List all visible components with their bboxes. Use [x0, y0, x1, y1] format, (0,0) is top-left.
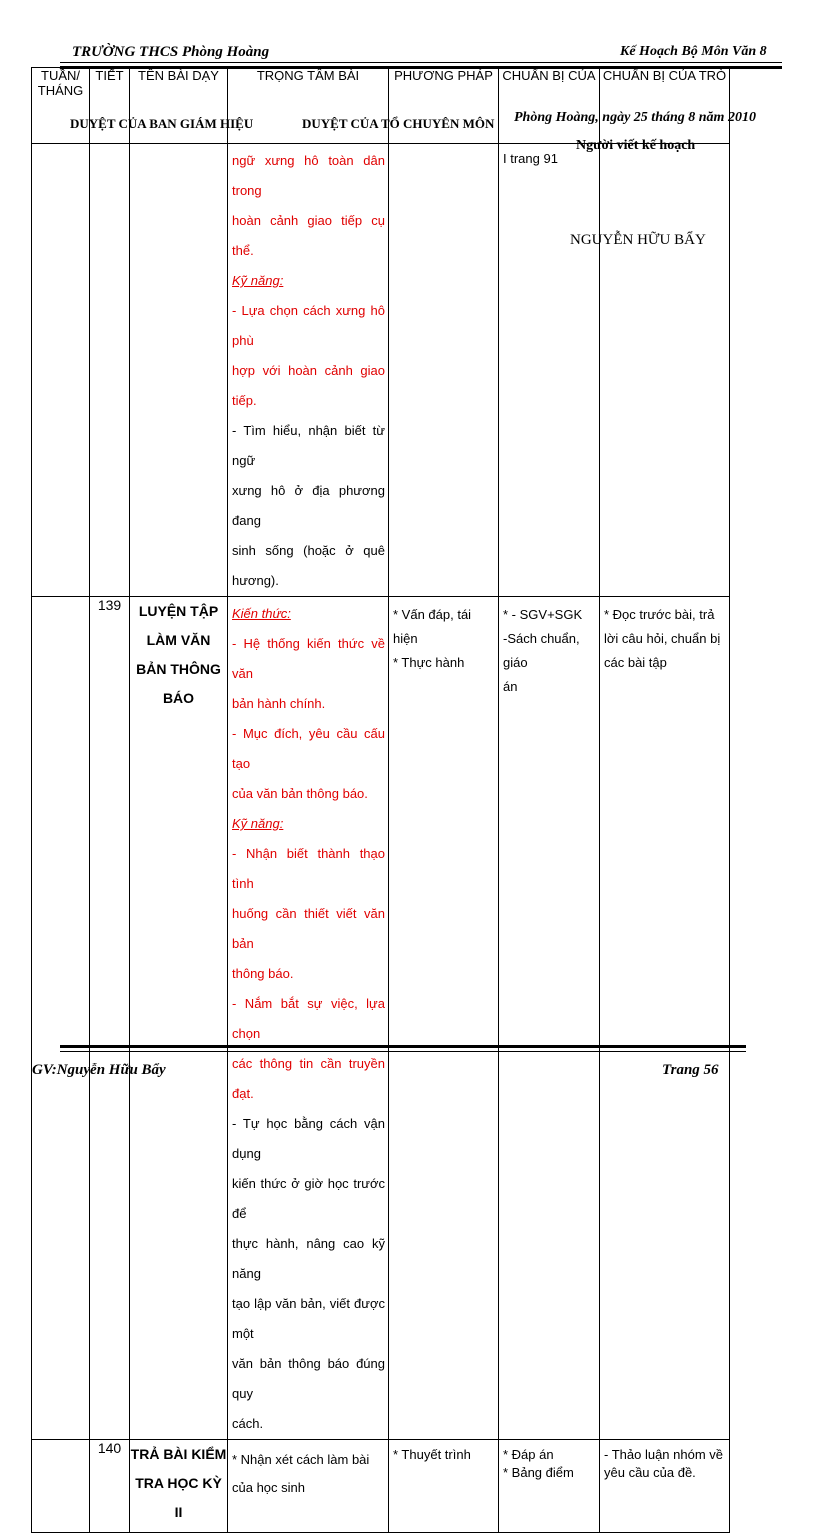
teacher-prep-cell: [499, 1440, 600, 1533]
cell-line: án: [503, 679, 518, 694]
cell-line: * Thực hành: [393, 655, 465, 670]
planner-label: Người viết kế hoạch: [576, 138, 696, 153]
header-lesson: TÊN BÀI DẠY: [130, 68, 228, 144]
place-date: Phòng Hoàng, ngày 25 tháng 8 năm 2010: [514, 110, 756, 125]
lesson-cell: TRẢ BÀI KIỂM TRA HỌC KỲ II: [130, 1440, 228, 1533]
lesson-cell: LUYỆN TẬP LÀM VĂN BẢN THÔNG BÁO: [130, 597, 228, 1440]
school-name: TRƯỜNG THCS Phòng Hoàng: [72, 44, 270, 60]
cell-line: của văn bản thông báo.: [232, 786, 368, 801]
header-focus: TRỌNG TÂM BÀI: [228, 68, 389, 144]
cell-line: * - SGV+SGK: [503, 607, 583, 622]
table-row: [32, 144, 730, 597]
cell-line: - Thảo luận nhóm về yêu cầu của đề.: [604, 1447, 723, 1480]
focus-cell: [228, 597, 389, 1440]
cell-line: * Thuyết trình: [393, 1447, 471, 1462]
cell-line: * Vấn đáp, tái: [393, 607, 472, 622]
week-cell: [32, 597, 90, 1440]
cell-line: * Nhận xét cách làm bài của học sinh: [232, 1452, 370, 1495]
header-teacher-prep: CHUẨN BỊ CỦA: [499, 68, 600, 144]
cell-line: - Hệ thống kiến thức về văn: [232, 636, 385, 681]
cell-line: Kỹ năng:: [232, 816, 284, 831]
cell-line: các thông tin cần truyền đạt.: [232, 1056, 385, 1101]
cell-line: -Sách chuẩn, giáo: [503, 631, 580, 670]
board-approval-label: DUYỆT CỦA BAN GIÁM HIỆU: [70, 116, 254, 131]
header-period: TIẾT: [90, 68, 130, 144]
cell-line: * Đáp án: [503, 1447, 554, 1462]
cell-line: kiến thức ở giờ học trước để: [232, 1176, 385, 1221]
student-prep-cell: [600, 597, 730, 1440]
method-cell: [389, 1440, 499, 1533]
cell-line: Kiến thức:: [232, 606, 291, 621]
lesson-plan-table: [31, 67, 730, 1533]
cell-line: xưng hô ở địa phương đang: [232, 483, 385, 528]
focus-cell: [228, 144, 389, 597]
cell-line: - Tìm hiểu, nhận biết từ ngữ: [232, 423, 385, 468]
period-cell: 140: [90, 1440, 130, 1533]
header-row: [32, 68, 730, 144]
document-title: Kế Hoạch Bộ Môn Văn 8: [620, 44, 767, 59]
cell-line: - Lựa chọn cách xưng hô phù: [232, 303, 385, 348]
table-row: [32, 1440, 730, 1533]
page-number: Trang 56: [662, 1062, 719, 1078]
period-cell: 139: [90, 597, 130, 1440]
cell-line: - Mục đích, yêu cầu cấu tạo: [232, 726, 385, 771]
lesson-cell: [130, 144, 228, 597]
dept-approval-label: DUYỆT CỦA TỔ CHUYÊN MÔN: [302, 116, 495, 131]
cell-line: Kỹ năng:: [232, 273, 284, 288]
week-cell: [32, 1440, 90, 1533]
cell-line: hoàn cảnh giao tiếp cụ thể.: [232, 213, 385, 258]
header-student-prep: CHUẨN BỊ CỦA TRÒ: [600, 68, 730, 144]
student-prep-cell: [600, 1440, 730, 1533]
footer-rule: [60, 1051, 746, 1052]
method-cell: [389, 597, 499, 1440]
period-cell: [90, 144, 130, 597]
cell-line: - Nhận biết thành thạo tình: [232, 846, 385, 891]
week-cell: [32, 144, 90, 597]
table-row: [32, 597, 730, 1440]
teacher-prep-cell: [499, 597, 600, 1440]
cell-line: * Đọc trước bài, trả lời câu hỏi, chuẩn bị các bài tập: [604, 607, 721, 670]
cell-line: hiện: [393, 631, 418, 646]
header-week: TUẦN/ THÁNG: [32, 68, 90, 144]
cell-line: thực hành, nâng cao kỹ năng: [232, 1236, 385, 1281]
method-cell: [389, 144, 499, 597]
cell-line: bản hành chính.: [232, 696, 326, 711]
teacher-name: GV:Nguyễn Hữu Bẩy: [32, 1062, 166, 1078]
cell-line: thông báo.: [232, 966, 294, 981]
cell-line: ngữ xưng hô toàn dân trong: [232, 153, 385, 198]
footer-rule-thick: [60, 1045, 746, 1048]
cell-line: * Bảng điểm: [503, 1465, 574, 1480]
planner-name: NGUYỄN HỮU BẨY: [570, 232, 706, 248]
cell-line: sinh sống (hoặc ở quê hương).: [232, 543, 385, 588]
header-rule: [60, 62, 782, 63]
cell-line: - Tự học bằng cách vận dụng: [232, 1116, 385, 1161]
cell-line: - Nắm bắt sự việc, lựa chọn: [232, 996, 385, 1041]
cell-line: huống cần thiết viết văn bản: [232, 906, 385, 951]
cell-line: cách.: [232, 1416, 264, 1431]
cell-line: hợp với hoàn cảnh giao tiếp.: [232, 363, 385, 408]
student-prep-cell: [600, 144, 730, 597]
cell-line: văn bản thông báo đúng quy: [232, 1356, 385, 1401]
focus-cell: [228, 1440, 389, 1533]
teacher-prep-cell: [499, 144, 600, 597]
cell-line: tạo lập văn bản, viết được một: [232, 1296, 385, 1341]
cell-line: I trang 91: [503, 151, 558, 166]
header-method: PHƯƠNG PHÁP: [389, 68, 499, 144]
